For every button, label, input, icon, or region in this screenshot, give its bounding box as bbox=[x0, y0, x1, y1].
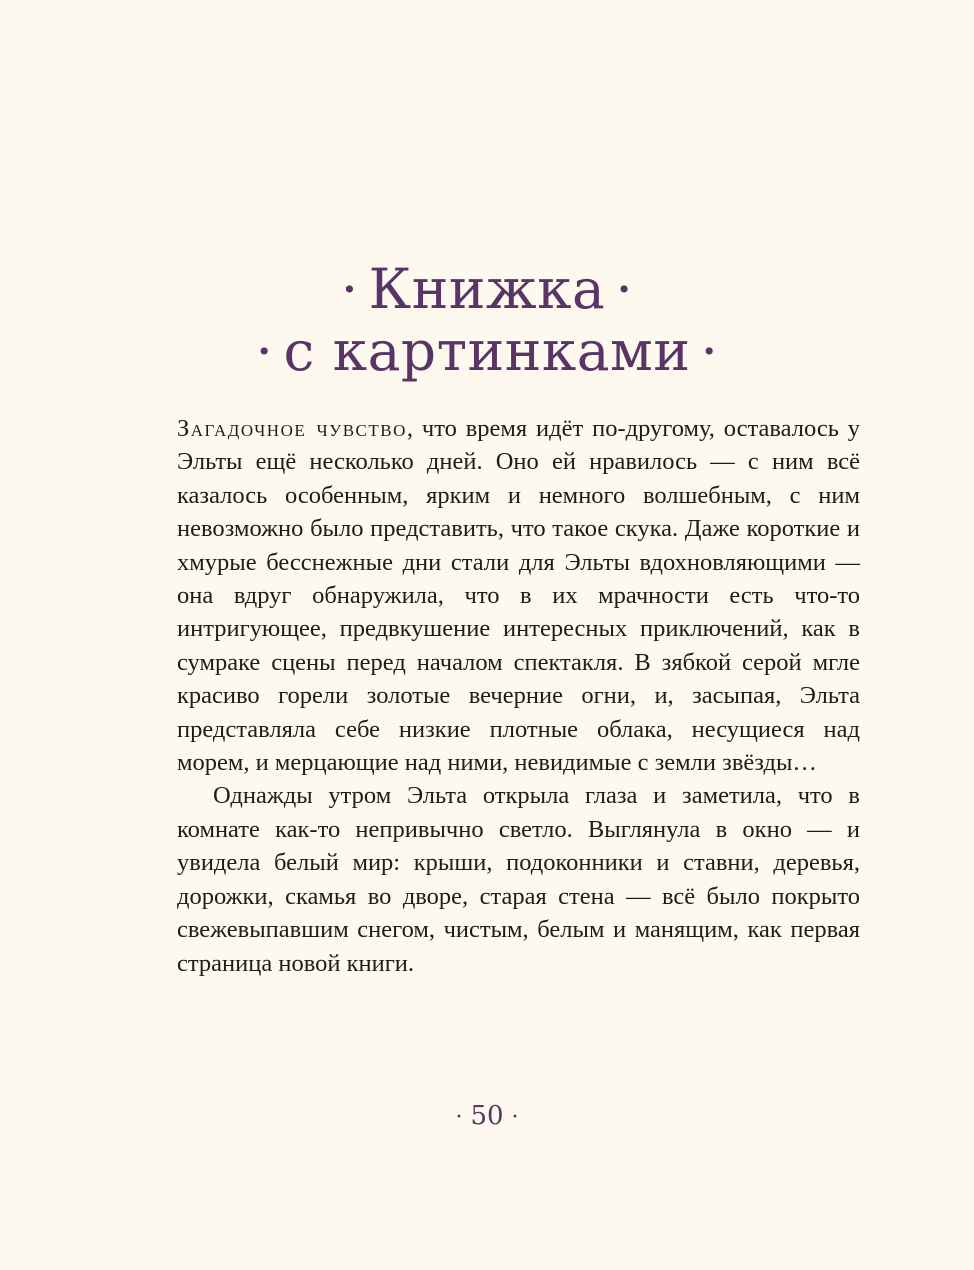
body-text bbox=[177, 412, 860, 980]
chapter-title-text-2: с картинками bbox=[283, 319, 691, 383]
ornament-dot: · bbox=[615, 257, 634, 321]
chapter-title-text-1: Книжка bbox=[368, 257, 606, 321]
page-number-value: 50 bbox=[470, 1101, 504, 1131]
paragraph-text: , что время идёт по-другому, оставалось у Эльты ещё несколько дней. Оно ей нравилось — с ним всё казалось особенным, ярким и немного волшебным, с ним невозможно было представить, что такое скука. Даже короткие и хмурые бесснежные дни стали для Эльты вдохновляющими — она вдруг обнаружила, что в их мрачности есть что-то интригующее, предвкушение интересных приключений, как в сумраке сцены перед началом спектакля. В зябкой серой мгле красиво горели золотые вечерние огни, и, засыпая, Эльта представляла себе низкие плотные облака, несущиеся над морем, и мерцающие над ними, невидимые с земли звёзды… bbox=[177, 415, 860, 777]
ornament-dot: · bbox=[511, 1105, 519, 1130]
paragraph bbox=[177, 779, 860, 979]
chapter-title-line-2 bbox=[0, 320, 974, 382]
paragraph-text: Однажды утром Эльта открыла глаза и заметила, что в комнате как-то непривычно светло. Выглянула в окно — и увидела белый мир: крыши, подоконники и ставни, деревья, дорожки, скамья во дворе, старая стена — всё было покрыто свежевыпавшим снегом, чистым, белым и манящим, как первая страница новой книги. bbox=[177, 782, 860, 977]
ornament-dot: · bbox=[455, 1105, 463, 1130]
ornament-dot: · bbox=[255, 319, 274, 383]
paragraph bbox=[177, 412, 860, 779]
page-number bbox=[0, 1098, 974, 1136]
chapter-title bbox=[0, 258, 974, 382]
ornament-dot: · bbox=[700, 319, 719, 383]
chapter-title-line-1 bbox=[0, 258, 974, 320]
paragraph-lead-smallcaps: Загадочное чувство bbox=[177, 415, 407, 442]
ornament-dot: · bbox=[340, 257, 359, 321]
